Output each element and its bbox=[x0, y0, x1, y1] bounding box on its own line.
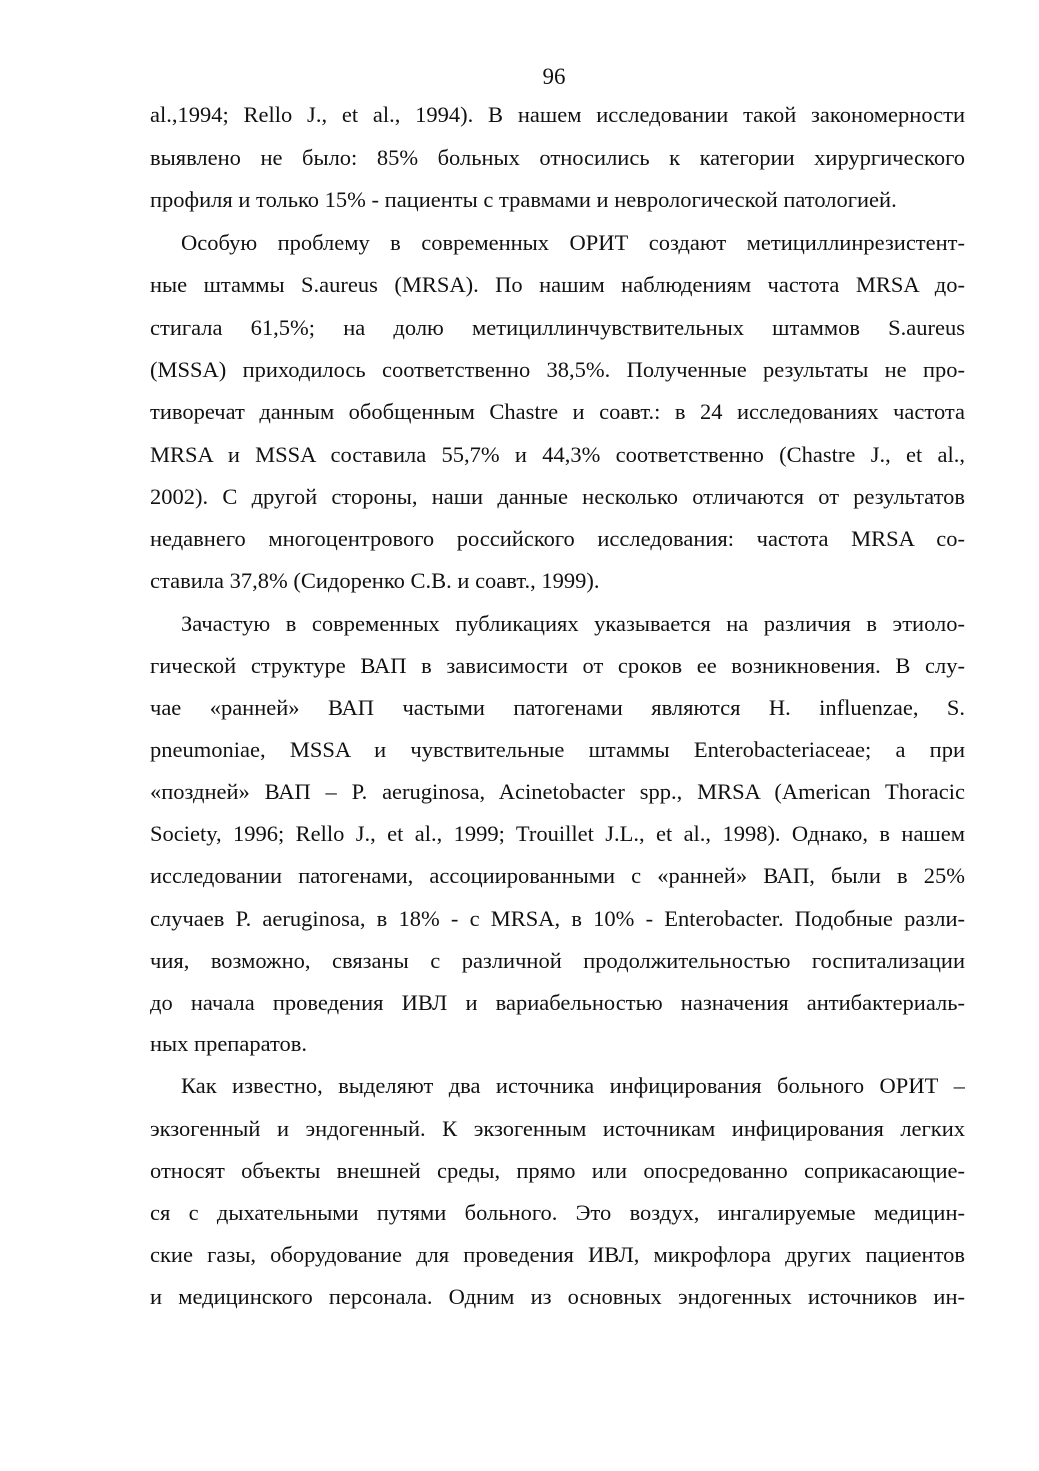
text-line: стигала 61,5%; на долю метициллинчувствительных штаммов S.aureus bbox=[150, 315, 965, 340]
text-line: Society, 1996; Rello J., et al., 1999; Trouillet J.L., et al., 1998). Однако, в нашем bbox=[150, 821, 965, 846]
text-line: чае «ранней» ВАП частыми патогенами являются H. influenzae, S. bbox=[150, 695, 965, 720]
text-line: (MSSA) приходилось соответственно 38,5%. Полученные результаты не про- bbox=[150, 357, 965, 382]
text-line: тиворечат данным обобщенным Chastre и соавт.: в 24 исследованиях частота bbox=[150, 399, 965, 424]
text-line: экзогенный и эндогенный. К экзогенным источникам инфицирования легких bbox=[150, 1116, 965, 1141]
text-line: недавнего многоцентрового российского исследования: частота MRSA со- bbox=[150, 526, 965, 551]
text-line: MRSA и MSSA составила 55,7% и 44,3% соответственно (Chastre J., et al., bbox=[150, 442, 965, 467]
text-line: до начала проведения ИВЛ и вариабельностью назначения антибактериаль- bbox=[150, 990, 965, 1015]
text-line: ные штаммы S.aureus (MRSA). По нашим наблюдениям частота MRSA до- bbox=[150, 272, 965, 297]
text-line: 2002). С другой стороны, наши данные несколько отличаются от результатов bbox=[150, 484, 965, 509]
text-line: ские газы, оборудование для проведения ИВЛ, микрофлора других пациентов bbox=[150, 1242, 965, 1267]
text-line: выявлено не было: 85% больных относились к категории хирургического bbox=[150, 145, 965, 170]
text-line: чия, возможно, связаны с различной продолжительностью госпитализации bbox=[150, 948, 965, 973]
text-line: ставила 37,8% (Сидоренко С.В. и соавт., 1999). bbox=[150, 568, 600, 593]
text-line: Как известно, выделяют два источника инфицирования больного ОРИТ – bbox=[181, 1073, 965, 1098]
text-line: случаев P. aeruginosa, в 18% - с MRSA, в 10% - Enterobacter. Подобные разли- bbox=[150, 906, 965, 931]
text-line: исследовании патогенами, ассоциированными с «ранней» ВАП, были в 25% bbox=[150, 863, 965, 888]
text-line: al.,1994; Rello J., et al., 1994). В нашем исследовании такой закономерности bbox=[150, 102, 965, 127]
page-number: 96 bbox=[542, 64, 566, 89]
text-line: Особую проблему в современных ОРИТ создают метициллинрезистент- bbox=[181, 230, 965, 255]
text-line: профиля и только 15% - пациенты с травмами и неврологической патологией. bbox=[150, 187, 897, 212]
text-line: pneumoniae, MSSA и чувствительные штаммы Enterobacteriaceae; а при bbox=[150, 737, 965, 762]
text-line: «поздней» ВАП – P. aeruginosa, Acinetobacter spp., MRSA (American Thoracic bbox=[150, 779, 965, 804]
text-line: ся с дыхательными путями больного. Это воздух, ингалируемые медицин- bbox=[150, 1200, 965, 1225]
text-line: относят объекты внешней среды, прямо или опосредованно соприкасающие- bbox=[150, 1158, 965, 1183]
text-line: ных препаратов. bbox=[150, 1031, 308, 1056]
text-line: и медицинского персонала. Одним из основных эндогенных источников ин- bbox=[150, 1284, 965, 1309]
text-line: Зачастую в современных публикациях указывается на различия в этиоло- bbox=[181, 611, 965, 636]
text-line: гической структуре ВАП в зависимости от сроков ее возникновения. В слу- bbox=[150, 653, 965, 678]
